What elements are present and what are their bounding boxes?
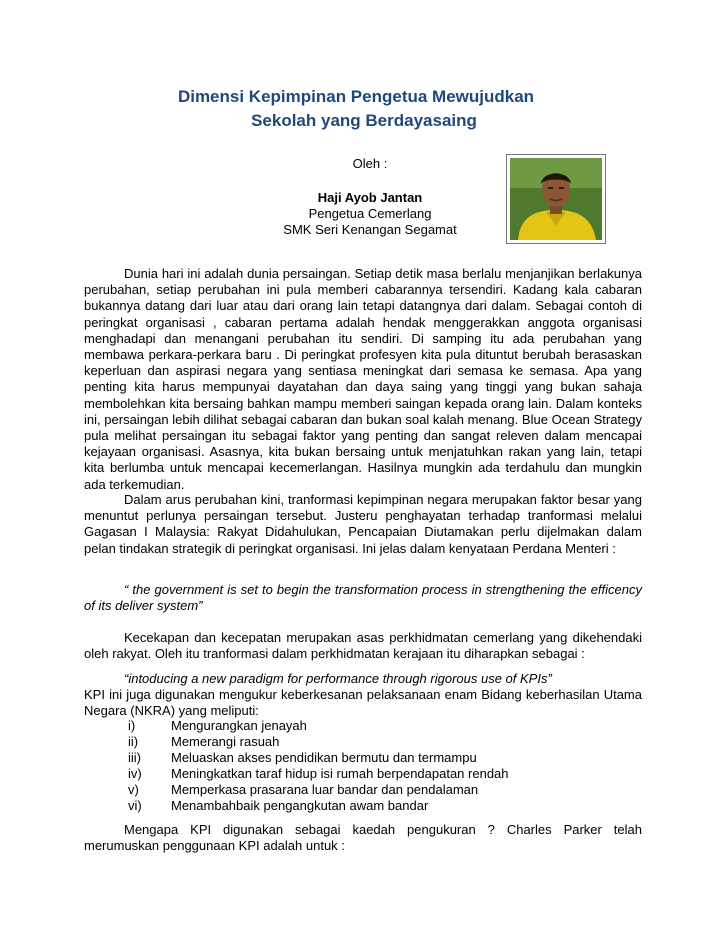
list-item — [128, 718, 509, 734]
paragraph-4 — [84, 687, 642, 719]
list-item-number: ii) — [128, 734, 139, 749]
document-title-line-1: Dimensi Kepimpinan Pengetua Mewujudkan — [177, 87, 535, 106]
list-item — [128, 750, 509, 766]
nkra-list — [128, 718, 509, 814]
list-item-number: iii) — [128, 750, 141, 765]
paragraph-3-text: Kecekapan dan kecepatan merupakan asas perkhidmatan cemerlang yang dikehendaki oleh rakyat. Oleh itu tranformasi dalam perkhidmatan kerajaan itu diharapkan sebagai : — [84, 630, 642, 662]
byline-oleh: Oleh : — [352, 156, 388, 171]
list-item-number: iv) — [128, 766, 142, 781]
paragraph-5 — [84, 822, 642, 854]
paragraph-2-text: Dalam arus perubahan kini, tranformasi kepimpinan negara merupakan faktor besar yang menuntut perlunya persaingan tersebut. Justeru penghayatan terhadap tranformasi melalui Gagasan I Malaysia: Rakyat Didahulukan, Pencapaian Diutamakan perlu dijelmakan dalam pelan tindakan strategik di peringkat organisasi. Ini jelas dalam kenyataan Perdana Menteri : — [84, 492, 642, 556]
list-item-text: Menambahbaik pengangkutan awam bandar — [171, 798, 429, 813]
list-item — [128, 798, 509, 814]
author-photo — [506, 154, 606, 244]
quote-1-text: “ the government is set to begin the transformation process in strengthening the efficency of its deliver system” — [84, 582, 642, 614]
list-item — [128, 766, 509, 782]
list-item-number: v) — [128, 782, 139, 797]
list-item — [128, 782, 509, 798]
list-item-text: Memperkasa prasarana luar bandar dan pendalaman — [171, 782, 479, 797]
paragraph-4-text: KPI ini juga digunakan mengukur keberkesanan pelaksanaan enam Bidang keberhasilan Utama Negara (NKRA) yang meliputi: — [84, 687, 642, 719]
list-item-text: Mengurangkan jenayah — [171, 718, 307, 733]
document-title-line-2: Sekolah yang Berdayasaing — [251, 111, 477, 130]
author-position: Pengetua Cemerlang — [308, 206, 432, 221]
list-item-text: Meluaskan akses pendidikan bermutu dan termampu — [171, 750, 477, 765]
author-school: SMK Seri Kenangan Segamat — [283, 222, 457, 237]
list-item-number: vi) — [128, 798, 142, 813]
quote-kpi — [84, 671, 642, 687]
paragraph-5-text: Mengapa KPI digunakan sebagai kaedah pengukuran ? Charles Parker telah merumuskan penggunaan KPI adalah untuk : — [84, 822, 642, 854]
author-name: Haji Ayob Jantan — [317, 190, 423, 205]
list-item-number: i) — [128, 718, 136, 733]
quote-2-text: “intoducing a new paradigm for performance through rigorous use of KPIs” — [124, 671, 552, 686]
paragraph-3 — [84, 630, 642, 662]
paragraph-1-text: Dunia hari ini adalah dunia persaingan. Setiap detik masa berlalu menjanjikan berlakunya perubahan, setiap perubahan ini pula memberi cabarannya tersendiri. Kadang kala cabaran bukannya datang dari luar atau dari orang lain tetapi datangnya dari dalam. Sebagai contoh di peringkat organisasi , cabaran pertama adalah hendak menggerakkan anggota organisasi menghadapi dan menangani perubahan itu sendiri. Di samping itu ada perubahan yang membawa perkara-perkara baru . Di peringkat profesyen kita pula dituntut berubah berasaskan keperluan dan aspirasi negara yang sentiasa meningkat dari semasa ke semasa. Apa yang penting kita harus mempunyai dayatahan dan daya saing yang tinggi yang bukan sahaja membolehkan kita bersaing bahkan mampu memberi saingan kepada orang lain. Dalam konteks ini, persaingan lebih dilihat sebagai cabaran dan bukan soal kalah menang. Blue Ocean Strategy pula melihat persaingan itu sebagai faktor yang penting dan sangat releven dalam mencapai kejayaan organisasi. Asasnya, kita bukan bersaing untuk menjatuhkan rakan yang lain, tetapi kita berlumba untuk mencapai kecemerlangan. Hasilnya mungkin ada terdahulu dan mungkin ada terkemudian. — [84, 266, 642, 492]
paragraph-2 — [84, 492, 642, 557]
paragraph-1 — [84, 266, 642, 493]
list-item-text: Memerangi rasuah — [171, 734, 280, 749]
quote-prime-minister — [84, 582, 642, 614]
author-portrait-image — [510, 158, 602, 240]
list-item-text: Meningkatkan taraf hidup isi rumah berpendapatan rendah — [171, 766, 509, 781]
list-item — [128, 734, 509, 750]
